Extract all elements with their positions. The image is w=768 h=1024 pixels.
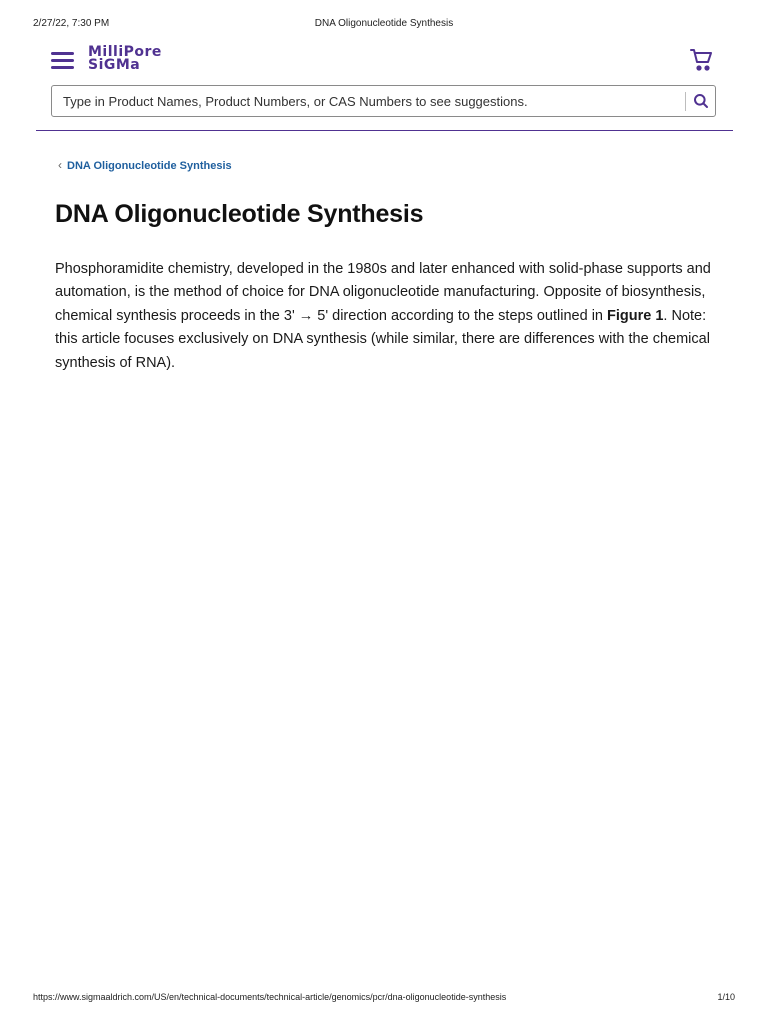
- print-date: 2/27/22, 7:30 PM: [33, 18, 110, 29]
- breadcrumb-link[interactable]: DNA Oligonucleotide Synthesis: [67, 160, 232, 172]
- logo-line-2: SiGMa: [88, 57, 141, 73]
- print-footer: [33, 992, 735, 1006]
- page-title: DNA Oligonucleotide Synthesis: [55, 200, 424, 228]
- logo-line-1: MilliPore: [88, 44, 162, 60]
- search-input[interactable]: [52, 86, 682, 116]
- site-header: [50, 44, 718, 78]
- shopping-cart-icon[interactable]: [690, 48, 714, 72]
- print-page-number: 1/10: [717, 992, 735, 1002]
- millipore-sigma-logo[interactable]: [88, 46, 188, 76]
- intro-text-1: Phosphoramidite chemistry, developed in the 1980s and later enhanced with solid-phase supports and automation, is the method of choice for DNA oligonucleotide manufacturing. Opposite of biosynthesis, chemical synthesis proceeds in the 3' → 5' direction according to the steps outlined in: [55, 261, 711, 324]
- search-icon[interactable]: [693, 93, 709, 109]
- chevron-left-icon: ‹: [58, 158, 62, 172]
- menu-bar: [51, 52, 74, 55]
- print-document-title: DNA Oligonucleotide Synthesis: [314, 18, 454, 29]
- figure-1-reference: Figure 1: [607, 307, 664, 324]
- print-url: https://www.sigmaaldrich.com/US/en/technical-documents/technical-article/genomics/pcr/dna-oligonucleotide-synthesis: [33, 992, 507, 1002]
- breadcrumb[interactable]: [58, 158, 232, 174]
- hamburger-menu-icon[interactable]: [50, 50, 76, 72]
- header-divider: [36, 130, 733, 131]
- menu-bar: [51, 59, 74, 62]
- search-divider: [685, 92, 686, 111]
- print-header: [33, 18, 735, 32]
- menu-bar: [51, 66, 74, 69]
- intro-paragraph: [55, 258, 720, 375]
- product-search-bar: [51, 85, 716, 117]
- intro-text-2: . Note: this article focuses exclusively on DNA synthesis (while similar, there are differences with the chemical synthesis of RNA).: [55, 307, 710, 371]
